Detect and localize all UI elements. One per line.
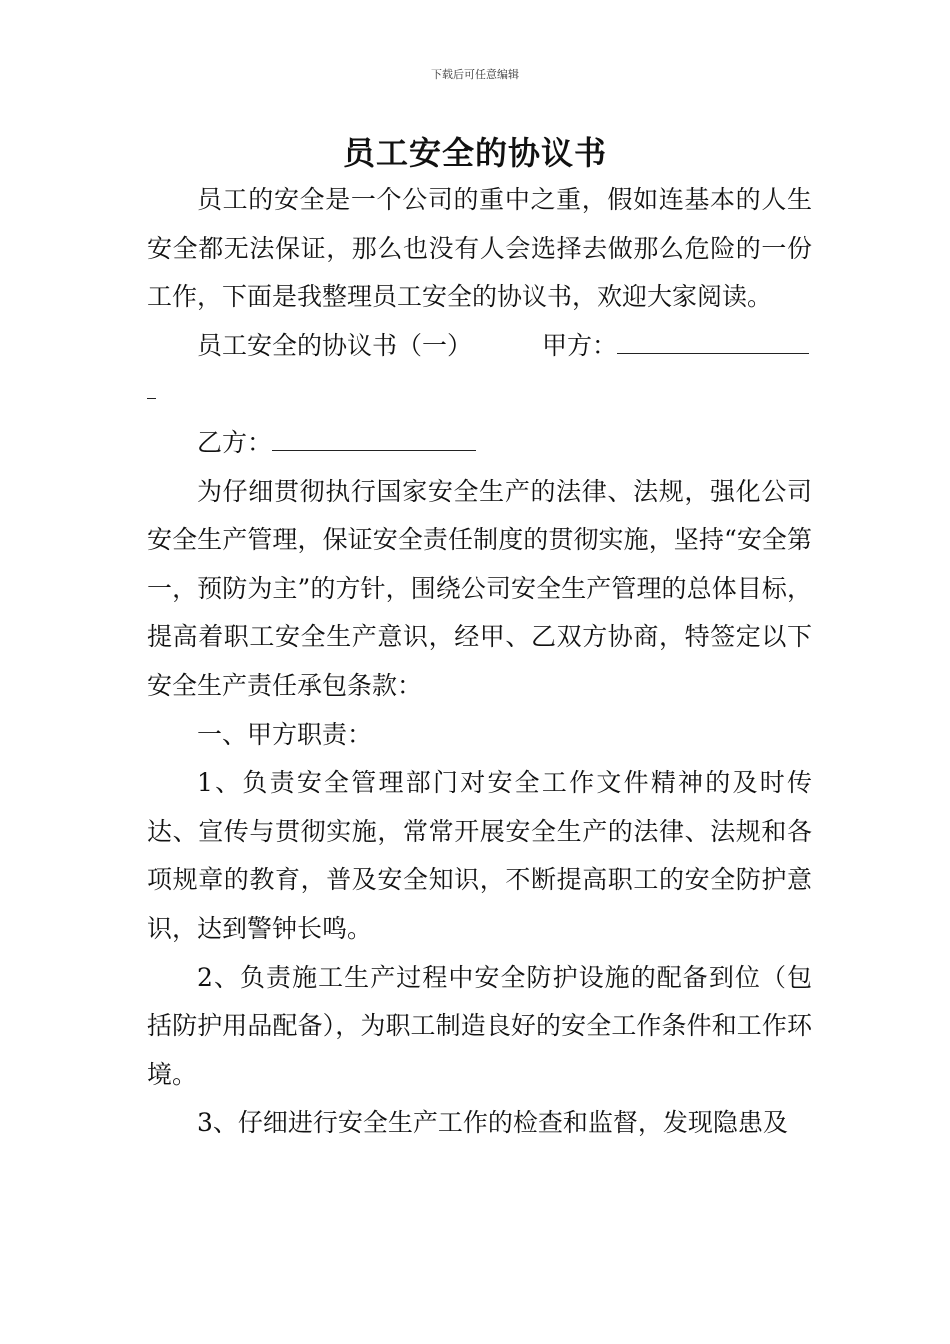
document-title: 员工安全的协议书 <box>342 134 607 172</box>
party-a-blank <box>617 333 809 354</box>
blank-stub <box>147 398 156 399</box>
intro-paragraph: 员工的安全是一个公司的重中之重，假如连基本的人生安全都无法保证，那么也没有人会选择去做那么危险的一份工作，下面是我整理员工安全的协议书，欢迎大家阅读。 <box>147 185 812 312</box>
section-heading: 一、甲方职责： <box>197 719 373 749</box>
party-a-label: 甲方： <box>542 330 618 360</box>
preamble-paragraph: 为仔细贯彻执行国家安全生产的法律、法规，强化公司安全生产管理，保证安全责任制度的贯彻实施，坚持“安全第一，预防为主”的方针，围绕公司安全生产管理的总体目标，提高着职工安全生产意识，经甲、乙双方协商，特签定以下安全生产责任承包条款： <box>147 476 812 700</box>
party-b-line <box>147 419 812 468</box>
clause-paragraph: 3、仔细进行安全生产工作的检查和监督，发现隐患及 <box>197 1108 788 1138</box>
clause-paragraph: 1、负责安全管理部门对安全工作文件精神的及时传达、宣传与贯彻实施，常常开展安全生产的法律、法规和各项规章的教育，普及安全知识，不断提高职工的安全防护意识，达到警钟长鸣。 <box>147 768 812 943</box>
party-a-blank-continuation <box>147 370 812 419</box>
agreement-heading: 员工安全的协议书（一） <box>197 330 473 360</box>
clause-paragraph: 2、负责施工生产过程中安全防护设施的配备到位（包括防护用品配备），为职工制造良好的安全工作条件和工作环境。 <box>147 962 812 1089</box>
party-b-blank <box>272 430 476 451</box>
document-body <box>147 176 812 1148</box>
header-note: 下载后可任意编辑 <box>431 68 519 81</box>
party-b-label: 乙方： <box>197 427 273 457</box>
agreement-heading-line <box>147 322 812 371</box>
